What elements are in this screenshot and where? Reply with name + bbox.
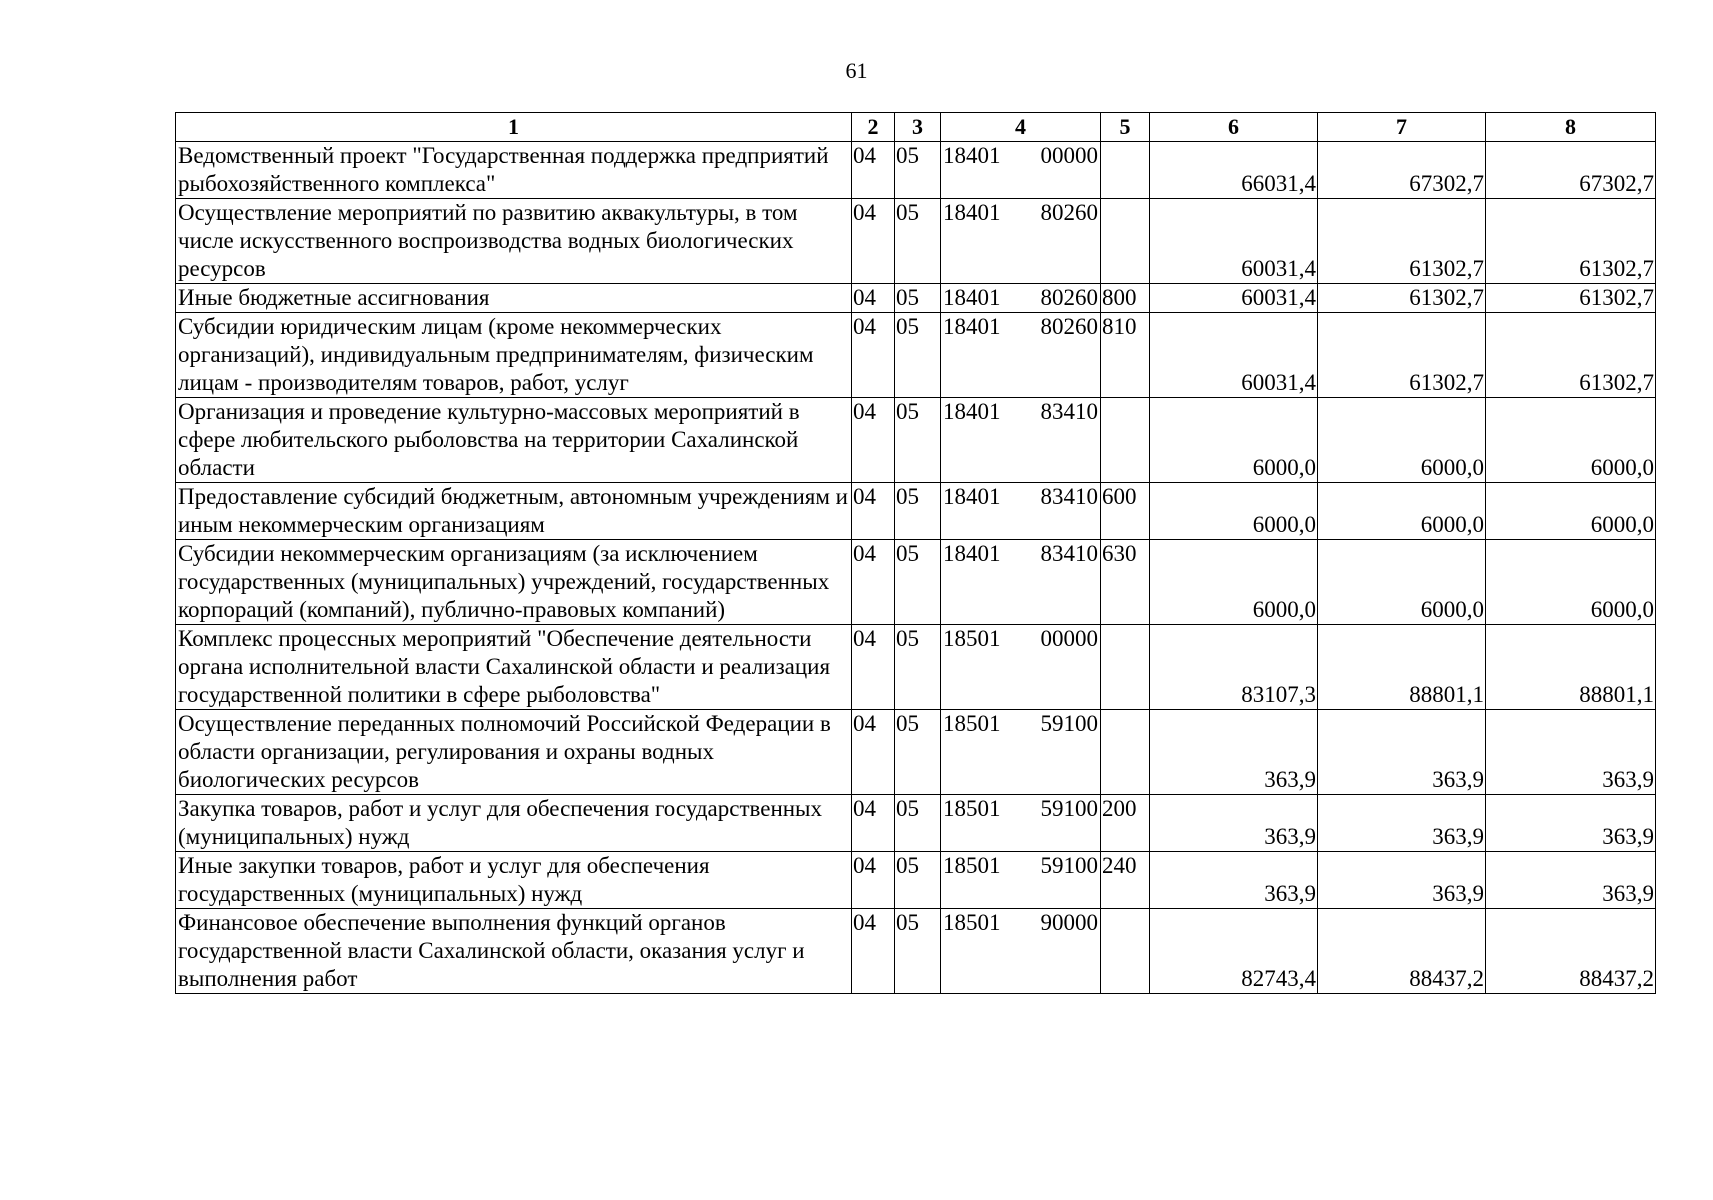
amount-col-7: 363,9: [1318, 852, 1486, 909]
table-row: [176, 909, 1656, 994]
table-row: [176, 852, 1656, 909]
row-name-cell: Предоставление субсидий бюджетным, автономным учреждениям и иным некоммерческим организациям: [176, 483, 852, 540]
target-article-code: [943, 199, 1098, 227]
target-article-program: 18401: [943, 541, 1001, 566]
section-code-cell: 04: [852, 909, 895, 994]
table-header: [176, 113, 1656, 142]
target-article-cell: [941, 483, 1101, 540]
expense-type-cell: [1101, 142, 1150, 199]
subsection-code-cell: 05: [895, 625, 941, 710]
amount-col-7: 67302,7: [1318, 142, 1486, 199]
target-article-cell: [941, 199, 1101, 284]
target-article-cell: [941, 710, 1101, 795]
amount-col-6: 82743,4: [1150, 909, 1318, 994]
target-article-direction: 83410: [1040, 484, 1098, 509]
subsection-code-cell: 05: [895, 398, 941, 483]
amount-col-8: 6000,0: [1486, 540, 1656, 625]
subsection-code-cell: 05: [895, 284, 941, 313]
table-row: [176, 625, 1656, 710]
subsection-code-cell: 05: [895, 199, 941, 284]
expense-type-cell: [1101, 625, 1150, 710]
amount-col-6: 363,9: [1150, 795, 1318, 852]
header-col-3: 3: [895, 113, 941, 142]
table-row: [176, 284, 1656, 313]
amount-col-8: 61302,7: [1486, 284, 1656, 313]
amount-col-7: 61302,7: [1318, 284, 1486, 313]
amount-col-7: 88437,2: [1318, 909, 1486, 994]
subsection-code-cell: 05: [895, 795, 941, 852]
target-article-code: [943, 710, 1098, 738]
amount-col-8: 6000,0: [1486, 398, 1656, 483]
target-article-program: 18401: [943, 484, 1001, 509]
amount-col-7: 6000,0: [1318, 398, 1486, 483]
table-row: [176, 483, 1656, 540]
budget-table: [175, 112, 1656, 994]
target-article-cell: [941, 852, 1101, 909]
subsection-code-cell: 05: [895, 142, 941, 199]
amount-col-8: 61302,7: [1486, 313, 1656, 398]
row-name-cell: Комплекс процессных мероприятий "Обеспечение деятельности органа исполнительной власти Сахалинской области и реализация государственной политики в сфере рыболовства": [176, 625, 852, 710]
target-article-cell: [941, 795, 1101, 852]
target-article-direction: 59100: [1040, 796, 1098, 821]
subsection-code-cell: 05: [895, 313, 941, 398]
table-row: [176, 795, 1656, 852]
section-code-cell: 04: [852, 625, 895, 710]
amount-col-7: 6000,0: [1318, 540, 1486, 625]
section-code-cell: 04: [852, 852, 895, 909]
amount-col-7: 363,9: [1318, 795, 1486, 852]
target-article-program: 18501: [943, 626, 1001, 651]
amount-col-6: 66031,4: [1150, 142, 1318, 199]
target-article-code: [943, 540, 1098, 568]
amount-col-7: 61302,7: [1318, 313, 1486, 398]
section-code-cell: 04: [852, 284, 895, 313]
target-article-code: [943, 398, 1098, 426]
subsection-code-cell: 05: [895, 852, 941, 909]
row-name-cell: Организация и проведение культурно-массовых мероприятий в сфере любительского рыболовства на территории Сахалинской области: [176, 398, 852, 483]
expense-type-cell: [1101, 199, 1150, 284]
amount-col-6: 60031,4: [1150, 284, 1318, 313]
section-code-cell: 04: [852, 540, 895, 625]
table-body: [176, 142, 1656, 994]
target-article-direction: 80260: [1040, 314, 1098, 339]
expense-type-cell: 200: [1101, 795, 1150, 852]
table-row: [176, 710, 1656, 795]
expense-type-cell: 240: [1101, 852, 1150, 909]
target-article-code: [943, 313, 1098, 341]
page-number: 61: [845, 58, 868, 83]
expense-type-cell: 800: [1101, 284, 1150, 313]
row-name-cell: Иные закупки товаров, работ и услуг для обеспечения государственных (муниципальных) нужд: [176, 852, 852, 909]
header-col-6: 6: [1150, 113, 1318, 142]
target-article-direction: 90000: [1040, 910, 1098, 935]
table-row: [176, 313, 1656, 398]
target-article-cell: [941, 284, 1101, 313]
target-article-code: [943, 284, 1098, 312]
row-name-cell: Закупка товаров, работ и услуг для обеспечения государственных (муниципальных) нужд: [176, 795, 852, 852]
subsection-code-cell: 05: [895, 909, 941, 994]
header-col-4: 4: [941, 113, 1101, 142]
amount-col-7: 363,9: [1318, 710, 1486, 795]
target-article-code: [943, 483, 1098, 511]
target-article-cell: [941, 909, 1101, 994]
amount-col-6: 6000,0: [1150, 398, 1318, 483]
amount-col-8: 363,9: [1486, 795, 1656, 852]
header-col-2: 2: [852, 113, 895, 142]
amount-col-6: 6000,0: [1150, 540, 1318, 625]
section-code-cell: 04: [852, 313, 895, 398]
subsection-code-cell: 05: [895, 483, 941, 540]
target-article-cell: [941, 398, 1101, 483]
target-article-direction: 83410: [1040, 541, 1098, 566]
section-code-cell: 04: [852, 483, 895, 540]
header-col-5: 5: [1101, 113, 1150, 142]
section-code-cell: 04: [852, 398, 895, 483]
table-row: [176, 142, 1656, 199]
target-article-program: 18401: [943, 200, 1001, 225]
target-article-direction: 00000: [1040, 626, 1098, 651]
target-article-code: [943, 625, 1098, 653]
header-col-8: 8: [1486, 113, 1656, 142]
target-article-direction: 59100: [1040, 853, 1098, 878]
amount-col-6: 83107,3: [1150, 625, 1318, 710]
expense-type-cell: [1101, 398, 1150, 483]
amount-col-8: 363,9: [1486, 710, 1656, 795]
amount-col-6: 60031,4: [1150, 199, 1318, 284]
target-article-cell: [941, 313, 1101, 398]
amount-col-8: 67302,7: [1486, 142, 1656, 199]
expense-type-cell: 630: [1101, 540, 1150, 625]
amount-col-6: 6000,0: [1150, 483, 1318, 540]
header-row: [176, 113, 1656, 142]
target-article-cell: [941, 625, 1101, 710]
row-name-cell: Финансовое обеспечение выполнения функций органов государственной власти Сахалинской области, оказания услуг и выполнения работ: [176, 909, 852, 994]
row-name-cell: Осуществление мероприятий по развитию аквакультуры, в том числе искусственного воспроизводства водных биологических ресурсов: [176, 199, 852, 284]
table-row: [176, 540, 1656, 625]
table-row: [176, 398, 1656, 483]
target-article-direction: 83410: [1040, 399, 1098, 424]
target-article-direction: 59100: [1040, 711, 1098, 736]
target-article-cell: [941, 540, 1101, 625]
row-name-cell: Субсидии некоммерческим организациям (за исключением государственных (муниципальных) учреждений, государственных корпораций (компаний), публично-правовых компаний): [176, 540, 852, 625]
target-article-program: 18501: [943, 711, 1001, 736]
amount-col-8: 363,9: [1486, 852, 1656, 909]
target-article-code: [943, 852, 1098, 880]
section-code-cell: 04: [852, 795, 895, 852]
target-article-code: [943, 909, 1098, 937]
amount-col-7: 61302,7: [1318, 199, 1486, 284]
expense-type-cell: 600: [1101, 483, 1150, 540]
target-article-code: [943, 795, 1098, 823]
amount-col-8: 88437,2: [1486, 909, 1656, 994]
target-article-program: 18401: [943, 285, 1001, 310]
amount-col-7: 6000,0: [1318, 483, 1486, 540]
target-article-cell: [941, 142, 1101, 199]
header-col-7: 7: [1318, 113, 1486, 142]
amount-col-8: 6000,0: [1486, 483, 1656, 540]
row-name-cell: Осуществление переданных полномочий Российской Федерации в области организации, регулирования и охраны водных биологических ресурсов: [176, 710, 852, 795]
section-code-cell: 04: [852, 142, 895, 199]
target-article-program: 18501: [943, 853, 1001, 878]
amount-col-8: 61302,7: [1486, 199, 1656, 284]
row-name-cell: Ведомственный проект "Государственная поддержка предприятий рыбохозяйственного комплекса": [176, 142, 852, 199]
expense-type-cell: [1101, 909, 1150, 994]
subsection-code-cell: 05: [895, 540, 941, 625]
amount-col-6: 363,9: [1150, 710, 1318, 795]
target-article-direction: 80260: [1040, 200, 1098, 225]
expense-type-cell: 810: [1101, 313, 1150, 398]
target-article-program: 18501: [943, 910, 1001, 935]
row-name-cell: Иные бюджетные ассигнования: [176, 284, 852, 313]
row-name-cell: Субсидии юридическим лицам (кроме некоммерческих организаций), индивидуальным предпринимателям, физическим лицам - производителям товаров, работ, услуг: [176, 313, 852, 398]
section-code-cell: 04: [852, 710, 895, 795]
target-article-direction: 00000: [1040, 143, 1098, 168]
amount-col-6: 60031,4: [1150, 313, 1318, 398]
section-code-cell: 04: [852, 199, 895, 284]
target-article-program: 18401: [943, 143, 1001, 168]
amount-col-7: 88801,1: [1318, 625, 1486, 710]
table-row: [176, 199, 1656, 284]
target-article-direction: 80260: [1040, 285, 1098, 310]
target-article-program: 18501: [943, 796, 1001, 821]
target-article-program: 18401: [943, 314, 1001, 339]
target-article-code: [943, 142, 1098, 170]
header-col-1: 1: [176, 113, 852, 142]
amount-col-8: 88801,1: [1486, 625, 1656, 710]
subsection-code-cell: 05: [895, 710, 941, 795]
expense-type-cell: [1101, 710, 1150, 795]
target-article-program: 18401: [943, 399, 1001, 424]
amount-col-6: 363,9: [1150, 852, 1318, 909]
